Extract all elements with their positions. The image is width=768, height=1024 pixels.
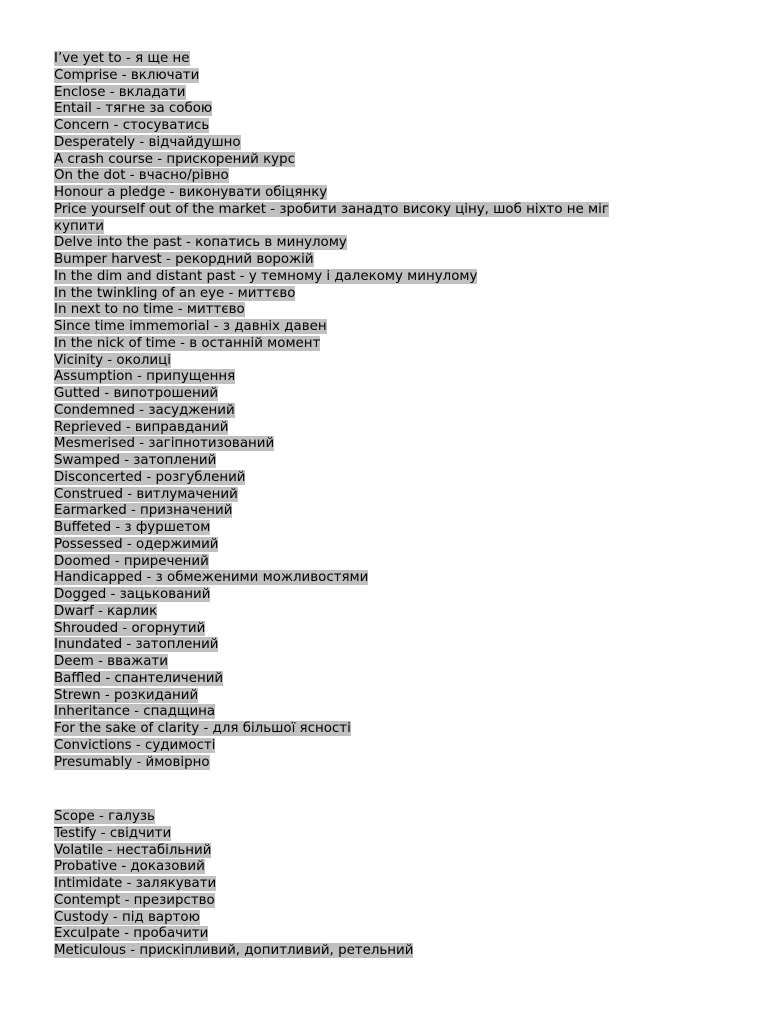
highlighted-text: I’ve yet to - я ще не — [54, 51, 190, 66]
vocab-line — [54, 252, 654, 269]
vocab-line — [54, 369, 654, 386]
highlighted-text: Entail - тягне за собою — [54, 101, 213, 117]
vocab-line — [54, 859, 654, 876]
vocab-line — [54, 755, 654, 772]
vocab-line — [54, 554, 654, 571]
vocab-line — [54, 570, 654, 587]
highlighted-text: Vicinity - околиці — [54, 352, 171, 368]
highlighted-text: Meticulous - прискіпливий, допитливий, ретельний — [54, 943, 414, 958]
highlighted-text: Disconcerted - розгублений — [54, 469, 246, 485]
highlighted-text: Handicapped - з обмеженими можливостями — [54, 570, 369, 586]
highlighted-text: Assumption - припущення — [54, 369, 236, 385]
vocab-line — [54, 876, 654, 893]
vocab-line — [54, 738, 654, 755]
vocab-line — [54, 843, 654, 860]
vocab-line — [54, 168, 654, 185]
highlighted-text: Doomed - приречений — [54, 553, 209, 569]
highlighted-text: In the twinkling of an eye - миттєво — [54, 285, 296, 301]
highlighted-text: Delve into the past - копатись в минулому — [54, 235, 347, 251]
highlighted-text: Price yourself out of the market - зробити занадто високу ціну, шоб ніхто не міг купити — [54, 201, 609, 234]
highlighted-text: In next to no time - миттєво — [54, 302, 245, 318]
vocab-line — [54, 688, 654, 705]
vocab-line — [54, 503, 654, 520]
vocab-line — [54, 436, 654, 453]
vocab-line — [54, 353, 654, 370]
vocab-line — [54, 604, 654, 621]
highlighted-text: For the sake of clarity - для більшої ясності — [54, 721, 351, 736]
vocab-line — [54, 420, 654, 437]
highlighted-text: Baffled - спантеличений — [54, 670, 224, 686]
highlighted-text: Exculpate - пробачити — [54, 926, 209, 942]
highlighted-text: Dogged - зацькований — [54, 587, 211, 602]
highlighted-text: Mesmerised - загіпнотизований — [54, 436, 275, 452]
vocab-line — [54, 654, 654, 671]
vocab-line — [54, 621, 654, 638]
vocab-line — [54, 487, 654, 504]
highlighted-text: Inheritance - спадщина — [54, 704, 216, 720]
highlighted-text: Since time immemorial - з давніх давен — [54, 319, 327, 334]
highlighted-text: Enclose - вкладати — [54, 84, 186, 100]
vocab-line — [54, 118, 654, 135]
highlighted-text: Intimidate - залякувати — [54, 876, 217, 891]
highlighted-text: Strewn - розкиданий — [54, 687, 199, 703]
vocab-line — [54, 336, 654, 353]
highlighted-text: In the nick of time - в останній момент — [54, 335, 321, 351]
highlighted-text: Construed - витлумачений — [54, 486, 238, 502]
vocab-line — [54, 587, 654, 604]
vocab-line — [54, 537, 654, 554]
highlighted-text: Possessed - одержимий — [54, 536, 219, 552]
vocab-line — [54, 135, 654, 152]
highlighted-text: Probative - доказовий — [54, 859, 205, 875]
vocab-line — [54, 926, 654, 943]
vocab-line — [54, 943, 654, 960]
highlighted-text: Earmarked - призначений — [54, 503, 233, 519]
vocab-line — [54, 470, 654, 487]
vocab-line — [54, 403, 654, 420]
highlighted-text: Inundated - затоплений — [54, 637, 219, 653]
highlighted-text: Gutted - випотрошений — [54, 386, 219, 401]
vocabulary-list-1 — [54, 51, 654, 771]
vocab-line — [54, 453, 654, 470]
highlighted-text: Custody - під вартою — [54, 909, 200, 925]
highlighted-text: On the dot - вчасно/рівно — [54, 168, 229, 184]
vocab-line — [54, 704, 654, 721]
highlighted-text: Concern - стосуватись — [54, 118, 210, 133]
vocab-line — [54, 185, 654, 202]
vocab-line — [54, 671, 654, 688]
vocab-line — [54, 51, 654, 68]
vocab-line — [54, 386, 654, 403]
vocab-line — [54, 637, 654, 654]
highlighted-text: A crash course - прискорений курс — [54, 151, 295, 167]
highlighted-text: Comprise - включати — [54, 67, 200, 83]
vocab-line — [54, 68, 654, 85]
vocab-line — [54, 269, 654, 286]
vocabulary-list-2 — [54, 809, 654, 960]
highlighted-text: Convictions - судимості — [54, 737, 216, 753]
vocab-line — [54, 809, 654, 826]
highlighted-text: Bumper harvest - рекордний ворожій — [54, 252, 314, 267]
vocab-line — [54, 319, 654, 336]
vocab-line — [54, 85, 654, 102]
vocab-line — [54, 826, 654, 843]
highlighted-text: Swamped - затоплений — [54, 453, 217, 468]
vocab-line — [54, 202, 654, 236]
highlighted-text: Volatile - нестабільний — [54, 842, 212, 858]
vocab-line — [54, 520, 654, 537]
highlighted-text: Desperately - відчайдушно — [54, 134, 241, 150]
highlighted-text: Buffeted - з фуршетом — [54, 520, 211, 535]
highlighted-text: Contempt - презирство — [54, 892, 215, 908]
vocab-line — [54, 152, 654, 169]
highlighted-text: Scope - галузь — [54, 809, 155, 824]
vocab-line — [54, 302, 654, 319]
highlighted-text: Shrouded - огорнутий — [54, 620, 206, 636]
vocab-line — [54, 235, 654, 252]
highlighted-text: Deem - вважати — [54, 654, 168, 669]
highlighted-text: Dwarf - карлик — [54, 603, 158, 619]
highlighted-text: Honour a pledge - виконувати обіцянку — [54, 185, 328, 200]
vocab-line — [54, 910, 654, 927]
vocab-line — [54, 893, 654, 910]
highlighted-text: Reprieved - виправданий — [54, 419, 229, 435]
vocab-line — [54, 101, 654, 118]
highlighted-text: Condemned - засуджений — [54, 402, 235, 418]
vocab-line — [54, 286, 654, 303]
highlighted-text: Presumably - ймовірно — [54, 754, 210, 770]
highlighted-text: In the dim and distant past - у темному і далекому минулому — [54, 268, 478, 284]
highlighted-text: Testify - свідчити — [54, 825, 172, 841]
vocab-line — [54, 721, 654, 738]
